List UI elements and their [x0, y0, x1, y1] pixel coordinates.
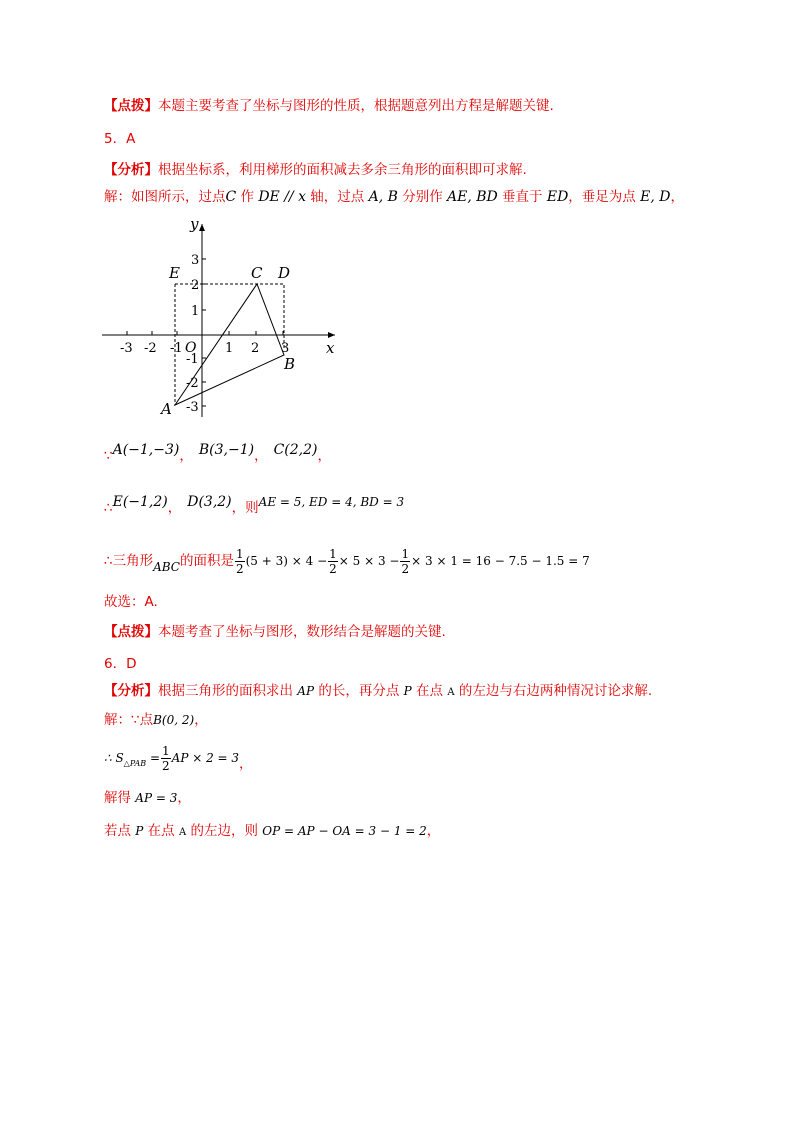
point-b-label: B	[284, 355, 296, 373]
remark-line-1	[104, 96, 554, 116]
solution-text: ，	[194, 712, 208, 728]
area-math: × 3 × 1 = 16 − 7.5 − 1.5 = 7	[411, 554, 590, 568]
coord-b0: B(0, 2)	[153, 713, 195, 727]
area-text: ∴三角形	[104, 553, 154, 569]
x-tick-labels	[120, 341, 289, 356]
y-tick-label: 1	[191, 304, 200, 319]
frac-den: 2	[235, 561, 244, 576]
choice-line-5: 故选：A.	[104, 594, 158, 610]
comma: ，	[317, 448, 331, 464]
point-d-label: D	[278, 264, 291, 282]
frac-den: 2	[401, 561, 410, 576]
analysis-label: 【分析】	[104, 162, 158, 178]
solution-line-6	[104, 710, 208, 730]
solution-text: 分别作	[397, 189, 447, 205]
comma: ，	[177, 790, 191, 806]
case-text: 若点	[104, 823, 136, 839]
fraction-half	[328, 547, 338, 576]
frac-num: 1	[162, 743, 170, 758]
math-a: A	[178, 827, 187, 838]
frac-den: 2	[329, 561, 337, 576]
math-ap-value: AP = 3	[135, 791, 178, 805]
y-tick-label: -3	[186, 400, 199, 415]
area-line	[104, 543, 590, 585]
x-tick-label: 3	[281, 341, 290, 356]
area-math: (5 + 3) × 4 −	[245, 554, 328, 568]
case-text: 的左边，则	[186, 823, 263, 839]
coord-c: C(2,2)	[273, 442, 318, 458]
analysis-text: 根据坐标系，利用梯形的面积减去多余三角形的面积即可求解.	[158, 162, 527, 178]
x-tick-label: 1	[225, 341, 234, 356]
coord-e: E(−1,2)	[112, 494, 168, 510]
solution-text: 解：∵点	[104, 712, 154, 728]
x-axis-label: x	[326, 339, 335, 357]
math-subscript: △PAB	[123, 759, 147, 768]
y-tick-label: 2	[191, 278, 200, 293]
coordinate-figure	[98, 212, 348, 422]
triangle-area-line	[104, 740, 253, 782]
math-a: A	[447, 687, 455, 698]
math-c: C	[225, 189, 237, 205]
analysis-text: 根据三角形的面积求出	[158, 683, 298, 699]
math-eq: =	[146, 751, 161, 765]
remark-label: 【点拨】	[104, 624, 158, 640]
analysis-text: 在点	[411, 683, 448, 699]
then-text: ，则	[231, 500, 259, 516]
y-tick-label: -1	[186, 352, 199, 367]
solution-text: ，	[670, 189, 684, 205]
solve-line	[104, 788, 191, 808]
comma: ，	[426, 823, 441, 839]
math-op: OP = AP − OA = 3 − 1 = 2	[262, 824, 427, 838]
x-tick-label: 2	[251, 341, 260, 356]
remark-text: 本题考查了坐标与图形，数形结合是解题的关键.	[158, 624, 446, 640]
lengths-math: AE = 5, ED = 4, BD = 3	[258, 495, 405, 509]
solution-text: 垂直于	[497, 189, 547, 205]
coord-b: B(3,−1)	[198, 442, 255, 458]
analysis-text: 的左边与右边两种情况讨论求解.	[454, 683, 653, 699]
solution-text: ，垂足为点	[568, 189, 641, 205]
case-text: 在点	[143, 823, 179, 839]
math-p: P	[403, 684, 412, 698]
solution-line-5	[104, 187, 684, 207]
remark-label: 【点拨】	[104, 98, 158, 114]
math-ab: A, B	[368, 189, 398, 205]
question-5-answer: 5．A	[104, 131, 136, 147]
y-tick-label: -2	[186, 376, 199, 391]
y-tick-label: 3	[191, 253, 200, 268]
coord-d: D(3,2)	[187, 494, 232, 510]
fraction-half	[400, 547, 410, 576]
math-s: ∴ S	[104, 751, 124, 765]
analysis-line-5	[104, 160, 527, 180]
coord-a: A(−1,−3)	[112, 442, 180, 458]
math-ap-area: AP × 2 = 3	[171, 751, 240, 765]
solution-text: 轴，过点	[306, 189, 369, 205]
solve-text: 解得	[104, 790, 136, 806]
math-p: P	[135, 824, 144, 838]
math-ed: ED	[546, 189, 569, 205]
comma: ，	[254, 448, 268, 464]
therefore-symbol: ∴	[104, 500, 113, 516]
area-math: × 5 × 3 −	[338, 554, 400, 568]
comma: ，	[179, 448, 193, 464]
question-6-answer: 6．D	[104, 656, 137, 672]
frac-den: 2	[162, 758, 170, 773]
point-e-label: E	[169, 264, 180, 282]
fraction-half	[161, 744, 171, 773]
remark-text: 本题主要考查了坐标与图形的性质，根据题意列出方程是解题关键.	[158, 98, 554, 114]
analysis-label: 【分析】	[104, 683, 158, 699]
point-a-label: A	[161, 400, 172, 418]
math-ed-points: E, D	[640, 189, 671, 205]
area-text: 的面积是	[179, 553, 234, 569]
math-abc: ABC	[153, 560, 180, 574]
origin-label: O	[185, 340, 197, 356]
y-ticks	[202, 259, 206, 406]
frac-num: 1	[235, 546, 244, 561]
comma: ，	[167, 500, 182, 516]
solution-text: 作	[236, 189, 259, 205]
math-ae-bd: AE, BD	[447, 189, 498, 205]
x-tick-label: -1	[170, 341, 183, 356]
remark-line-5	[104, 622, 446, 642]
math-de-parallel: DE // x	[258, 189, 306, 205]
x-ticks	[127, 331, 283, 335]
y-tick-labels	[186, 253, 199, 415]
y-axis-label: y	[190, 215, 199, 233]
comma: ，	[239, 756, 253, 772]
frac-num: 1	[401, 546, 410, 561]
solution-text: 解：如图所示，过点	[104, 189, 226, 205]
point-c-label: C	[251, 264, 263, 282]
x-tick-label: -2	[144, 341, 157, 356]
x-tick-label: -3	[120, 341, 133, 356]
frac-num: 1	[329, 546, 337, 561]
case-left-line	[104, 821, 440, 843]
analysis-line-6	[104, 681, 652, 703]
because-symbol: ∵	[104, 448, 113, 464]
analysis-text: 的长，再分点	[314, 683, 404, 699]
therefore-line	[104, 492, 404, 518]
fraction-half	[235, 547, 245, 576]
math-ap: AP	[297, 684, 315, 698]
because-line	[104, 440, 331, 466]
